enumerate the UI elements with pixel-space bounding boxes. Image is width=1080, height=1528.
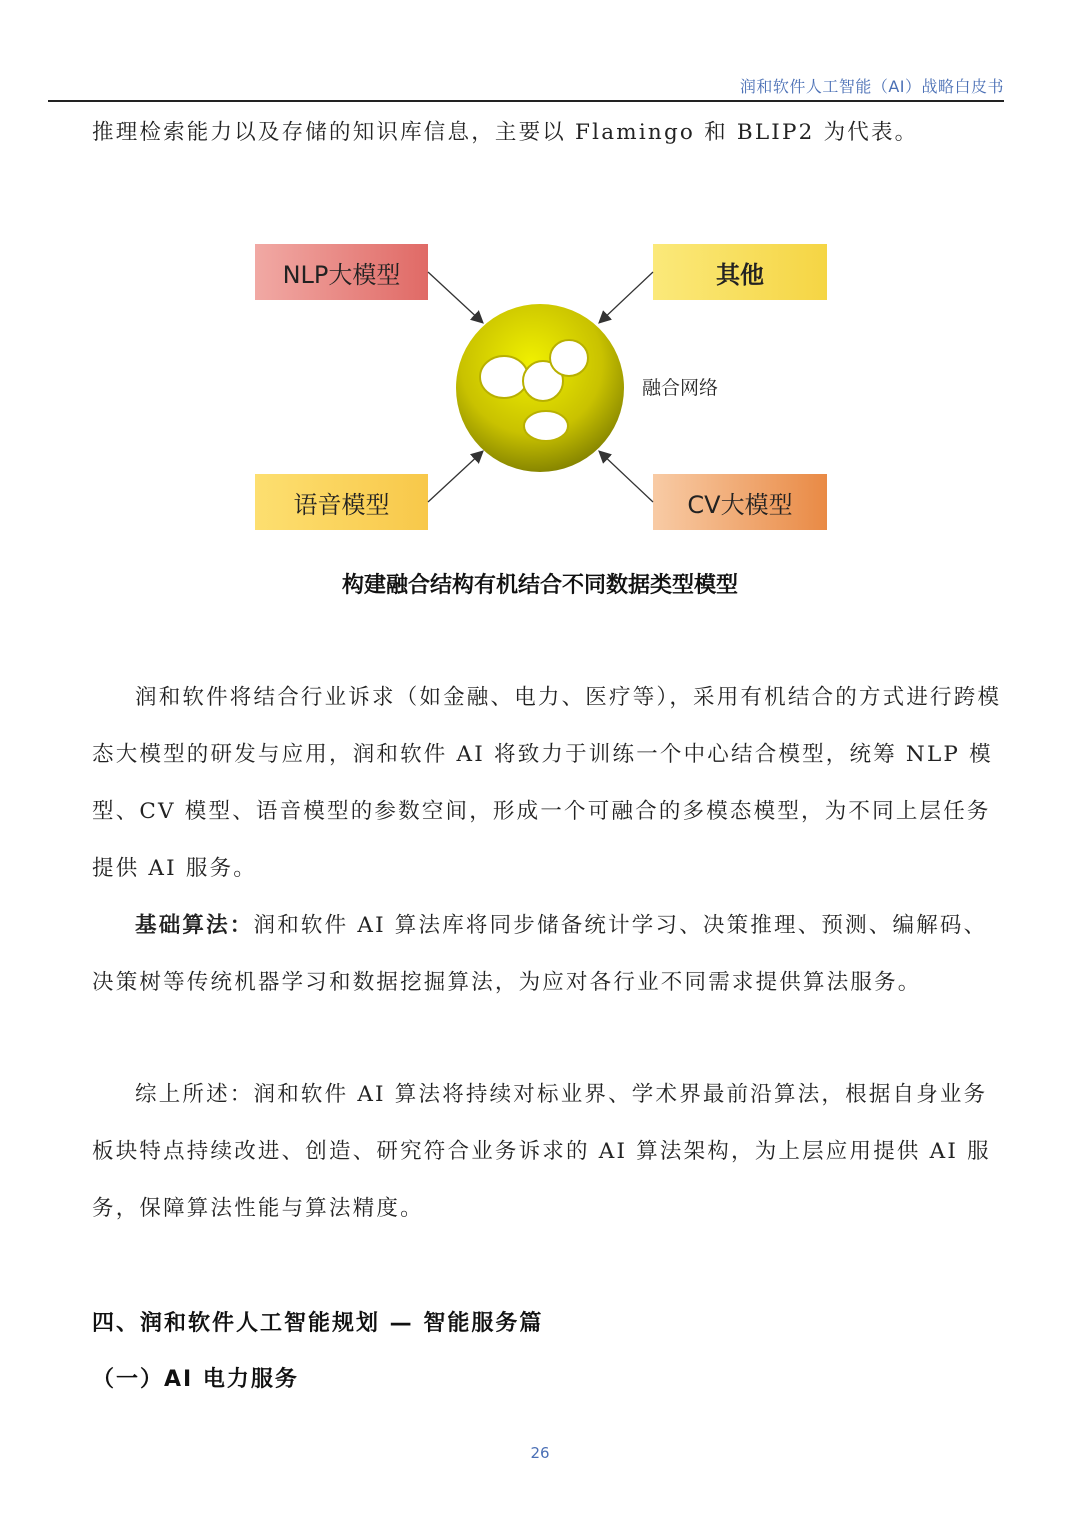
figure-caption: 构建融合结构有机结合不同数据类型模型 <box>341 573 738 598</box>
arrow-other <box>600 272 653 322</box>
box-nlp: NLP大模型 <box>282 260 401 289</box>
header-title: 润和软件人工智能（AI）战略白皮书 <box>739 77 1004 96</box>
intro-line: 推理检索能力以及存储的知识库信息，主要以 Flamingo 和 BLIP2 为代表。 <box>92 120 919 145</box>
paragraph-2-text: 润和软件 AI 算法库将同步储备统计学习、决策推理、预测、编解码、决策树等传统机器学习和数据挖掘算法，为应对各行业不同需求提供算法服务。 <box>92 913 988 995</box>
fusion-diagram <box>0 0 1080 600</box>
section-heading: 四、润和软件人工智能规划 — 智能服务篇 <box>92 1311 544 1336</box>
box-other: 其他 <box>716 260 764 289</box>
box-speech: 语音模型 <box>293 490 390 519</box>
page-number: 26 <box>530 1444 550 1462</box>
arrow-nlp <box>428 272 482 322</box>
fusion-figure <box>0 0 1080 600</box>
box-cv: CV大模型 <box>687 490 793 519</box>
paragraph-2-lead: 基础算法： <box>135 913 254 938</box>
subsection-heading: （一）AI 电力服务 <box>92 1367 299 1392</box>
arrow-cv <box>600 452 653 502</box>
center-label: 融合网络 <box>642 377 719 399</box>
paragraph-2 <box>92 897 1002 1011</box>
arrow-speech <box>428 452 482 502</box>
paragraph-3: 综上所述：润和软件 AI 算法将持续对标业界、学术界最前沿算法，根据自身业务板块特点持续改进、创造、研究符合业务诉求的 AI 算法架构，为上层应用提供 AI 服务，保障算法性能与算法精度。 <box>92 1082 991 1221</box>
paragraph-1: 润和软件将结合行业诉求（如金融、电力、医疗等），采用有机结合的方式进行跨模态大模型的研发与应用，润和软件 AI 将致力于训练一个中心结合模型，统筹 NLP 模型、CV 模型、语音模型的参数空间，形成一个可融合的多模态模型，为不同上层任务提供 AI 服务。 <box>92 685 1002 881</box>
